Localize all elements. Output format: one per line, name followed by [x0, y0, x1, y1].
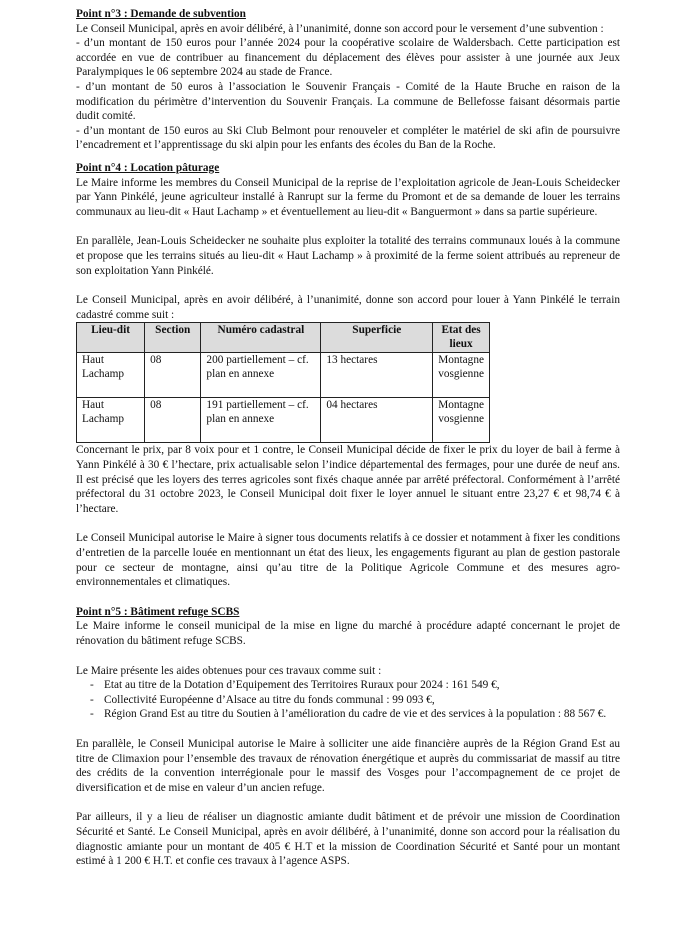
- cell-etat-des-lieux: Montagne vosgienne: [433, 398, 490, 443]
- list-item: - Etat au titre de la Dotation d’Equipement des Territoires Ruraux pour 2024 : 161 549 €,: [104, 678, 620, 693]
- col-header-numero-cadastral: Numéro cadastral: [201, 323, 321, 353]
- table-row: [77, 353, 490, 398]
- cell-section: 08: [145, 398, 201, 443]
- point3-item: - d’un montant de 50 euros à l’association le Souvenir Français - Comité de la Haute Bruche en raison de la modification du périmètre d’intervention du Souvenir Français. La commune de Bellefosse faisant désormais partie dudit comité.: [76, 80, 620, 123]
- cell-numero-cadastral: 200 partiellement – cf. plan en annexe: [201, 353, 321, 398]
- lease-table: [76, 322, 490, 443]
- point4-paragraph-5: Le Conseil Municipal autorise le Maire à signer tous documents relatifs à ce dossier et notamment à fixer les conditions d’entretien de la parcelle louée en mentionnant un état des lieux, les engagements figurant au plan de gestion pastorale pour ce secteur de montagne, ainsi qu’au titre de la Politique Agricole Commune et des mesures agro-environnementales et climatiques.: [76, 532, 620, 589]
- point5-paragraph-3: En parallèle, le Conseil Municipal autorise le Maire à solliciter une aide financière auprès de la Région Grand Est au titre de Climaxion pour l’ensemble des travaux de rénovation énergétique et auprès du commissariat de massif au titre des crédits de la convention interrégionale pour le massif des Vosges pour l’accompagnement de ce projet de diversification et de mise en valeur d’un ancien refuge.: [76, 737, 620, 794]
- point4-paragraph-2: En parallèle, Jean-Louis Scheidecker ne souhaite plus exploiter la totalité des terrains communaux loués à la commune et propose que les terrains situés au lieu-dit « Haut Lachamp » à proximité de la ferme soient attribués au repreneur de son exploitation Yann Pinkélé.: [76, 235, 620, 277]
- col-header-section: Section: [145, 323, 201, 353]
- point3-item: - d’un montant de 150 euros pour l’année 2024 pour la coopérative scolaire de Waldersbach. Cette participation est accordée en vue de contribuer au financement du déplacement des élèves pour assister à une journée aux Jeux Paralympiques le 06 septembre 2024 au stade de France.: [76, 37, 620, 79]
- point3-item: - d’un montant de 150 euros au Ski Club Belmont pour renouveler et compléter le matériel de ski afin de poursuivre l’encadrement et l’apprentissage du ski alpin pour les enfants des écoles du Ban de la Roche.: [76, 124, 620, 152]
- point3-intro: Le Conseil Municipal, après en avoir délibéré, à l’unanimité, donne son accord pour le versement d’une subvention :: [76, 22, 604, 35]
- point5-paragraph-2: Le Maire présente les aides obtenues pour ces travaux comme suit :: [76, 664, 382, 677]
- list-item: - Région Grand Est au titre du Soutien à l’amélioration du cadre de vie et des services à la population : 88 567 €.: [104, 707, 620, 722]
- lease-table-header-row: [77, 323, 490, 353]
- table-row: [77, 398, 490, 443]
- cell-etat-des-lieux: Montagne vosgienne: [433, 353, 490, 398]
- cell-numero-cadastral: 191 partiellement – cf. plan en annexe: [201, 398, 321, 443]
- point3-heading: Point n°3 : Demande de subvention: [76, 8, 246, 20]
- col-header-lieu-dit: Lieu-dit: [77, 323, 145, 353]
- list-item: - Collectivité Européenne d’Alsace au titre du fonds communal : 99 093 €,: [104, 693, 620, 708]
- point4-paragraph-4: Concernant le prix, par 8 voix pour et 1 contre, le Conseil Municipal décide de fixer le prix du loyer de bail à ferme à Yann Pinkélé à 30 € l’hectare, prix actualisable selon l’indice départemental des fermages, pour une durée de neuf ans. Il est précisé que les loyers des terres agricoles sont fixés chaque année par arrêté préfectoral. Conformément à l’arrêté préfectoral du 31 octobre 2023, le Conseil Municipal doit fixer le loyer annuel le situant entre 23,27 € et 98,74 € à l’hectare.: [76, 444, 620, 515]
- cell-superficie: 13 hectares: [321, 353, 433, 398]
- cell-section: 08: [145, 353, 201, 398]
- aids-list: [76, 678, 620, 722]
- cell-lieu-dit: Haut Lachamp: [77, 353, 145, 398]
- point4-paragraph-3: Le Conseil Municipal, après en avoir délibéré, à l’unanimité, donne son accord pour louer à Yann Pinkélé le terrain cadastré comme suit :: [76, 294, 620, 321]
- point5-paragraph-1: Le Maire informe le conseil municipal de la mise en ligne du marché à procédure adapté concernant le projet de rénovation du bâtiment refuge SCBS.: [76, 620, 620, 647]
- cell-lieu-dit: Haut Lachamp: [77, 398, 145, 443]
- point5-paragraph-4: Par ailleurs, il y a lieu de réaliser un diagnostic amiante dudit bâtiment et de prévoir une mission de Coordination Sécurité et Santé. Le Conseil Municipal, après en avoir délibéré, à l’unanimité, donne son accord pour la réalisation du diagnostic amiante pour un montant de 405 € H.T et la mission de Coordination Sécurité et Santé pour un montant estimé à 1 200 € H.T. et confie ces travaux à l’agence ASPS.: [76, 811, 620, 868]
- cell-superficie: 04 hectares: [321, 398, 433, 443]
- col-header-etat-des-lieux: Etat des lieux: [433, 323, 490, 353]
- point4-paragraph-1: Le Maire informe les membres du Conseil Municipal de la reprise de l’exploitation agricole de Jean-Louis Scheidecker par Yann Pinkélé, jeune agriculteur installé à Ranrupt sur la ferme du Promont et de sa demande de louer les terrains communaux au lieu-dit « Haut Lachamp » et éventuellement au lieu-dit « Banguermont » dans sa partie supérieure.: [76, 176, 620, 218]
- point5-heading: Point n°5 : Bâtiment refuge SCBS: [76, 605, 240, 618]
- document-page: [76, 7, 620, 869]
- col-header-superficie: Superficie: [321, 323, 433, 353]
- point4-heading: Point n°4 : Location pâturage: [76, 161, 220, 174]
